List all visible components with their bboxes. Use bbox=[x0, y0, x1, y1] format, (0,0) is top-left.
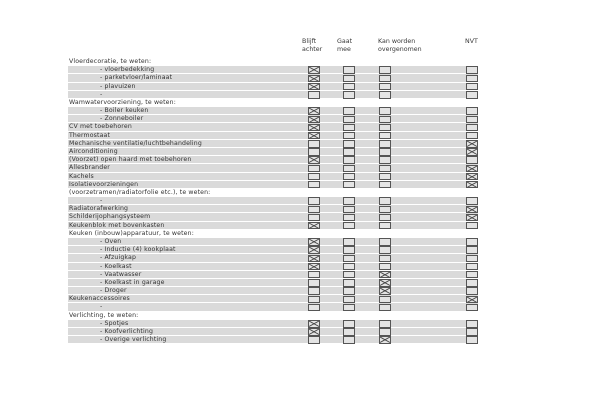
checkbox-blijft-achter[interactable] bbox=[308, 165, 320, 173]
checkbox-kan-worden-overgenomen[interactable] bbox=[379, 124, 391, 132]
checkbox-kan-worden-overgenomen[interactable] bbox=[379, 206, 391, 214]
checkbox-gaat-mee[interactable] bbox=[343, 173, 355, 181]
checkbox-gaat-mee[interactable] bbox=[343, 91, 355, 99]
checkbox-gaat-mee[interactable] bbox=[343, 263, 355, 271]
checkbox-blijft-achter[interactable] bbox=[308, 271, 320, 279]
item-label: Isolatievoorzieningen bbox=[69, 180, 139, 188]
item-label: Mechanische ventilatie/luchtbehandeling bbox=[69, 139, 202, 147]
item-label: - Koofverlichting bbox=[100, 327, 154, 335]
checklist-row bbox=[68, 164, 478, 171]
checkbox-kan-worden-overgenomen[interactable] bbox=[379, 214, 391, 222]
cross-mark-icon bbox=[309, 117, 319, 123]
checkbox-blijft-achter[interactable] bbox=[308, 296, 320, 304]
checklist-row bbox=[68, 148, 478, 155]
checkbox-nvt[interactable] bbox=[466, 156, 478, 164]
checkbox-blijft-achter[interactable] bbox=[308, 197, 320, 205]
cross-mark-icon bbox=[309, 157, 319, 163]
checklist-row bbox=[68, 181, 478, 188]
checkbox-kan-worden-overgenomen[interactable] bbox=[379, 148, 391, 156]
checklist-row bbox=[68, 303, 478, 310]
item-label: - Vaatwasser bbox=[100, 270, 142, 278]
checklist-row bbox=[68, 140, 478, 147]
checkbox-kan-worden-overgenomen[interactable] bbox=[379, 83, 391, 91]
checklist-row bbox=[68, 336, 478, 343]
checkbox-blijft-achter[interactable] bbox=[308, 206, 320, 214]
checklist-row bbox=[68, 213, 478, 220]
checkbox-blijft-achter[interactable] bbox=[308, 336, 320, 344]
item-label: - Droger bbox=[100, 287, 127, 295]
item-label: - bbox=[100, 197, 103, 205]
checkbox-blijft-achter-checked[interactable] bbox=[308, 66, 320, 74]
checkbox-kan-worden-overgenomen-checked[interactable] bbox=[379, 336, 391, 344]
checkbox-gaat-mee[interactable] bbox=[343, 66, 355, 74]
cross-mark-icon bbox=[467, 166, 477, 172]
checkbox-gaat-mee[interactable] bbox=[343, 287, 355, 295]
checkbox-gaat-mee[interactable] bbox=[343, 116, 355, 124]
item-label: - Spotjes bbox=[100, 319, 129, 327]
cross-mark-icon bbox=[467, 149, 477, 155]
section-title: (voorzetramen/radiatorfolie etc.), te weten: bbox=[69, 188, 211, 196]
column-header-kan-worden-overgenomen bbox=[378, 38, 422, 53]
item-label: CV met toebehoren bbox=[69, 123, 132, 131]
checkbox-kan-worden-overgenomen[interactable] bbox=[379, 320, 391, 328]
cross-mark-icon bbox=[309, 76, 319, 82]
checkbox-blijft-achter-checked[interactable] bbox=[308, 132, 320, 140]
checkbox-nvt[interactable] bbox=[466, 336, 478, 344]
cross-mark-icon bbox=[467, 207, 477, 213]
checkbox-nvt[interactable] bbox=[466, 279, 478, 287]
section-header-row bbox=[68, 99, 478, 106]
checkbox-kan-worden-overgenomen-checked[interactable] bbox=[379, 279, 391, 287]
cross-mark-icon bbox=[309, 223, 319, 229]
checklist-row bbox=[68, 287, 478, 294]
checkbox-kan-worden-overgenomen[interactable] bbox=[379, 255, 391, 263]
checklist-row bbox=[68, 83, 478, 90]
checkbox-blijft-achter-checked[interactable] bbox=[308, 263, 320, 271]
checkbox-nvt[interactable] bbox=[466, 132, 478, 140]
checklist-row bbox=[68, 279, 478, 286]
checklist-row bbox=[68, 91, 478, 98]
checklist-row bbox=[68, 173, 478, 180]
item-label: - Inductie (4) kookplaat bbox=[100, 246, 176, 254]
cross-mark-icon bbox=[380, 288, 390, 294]
checkbox-gaat-mee[interactable] bbox=[343, 148, 355, 156]
checkbox-gaat-mee[interactable] bbox=[343, 156, 355, 164]
section-header-row bbox=[68, 230, 478, 237]
checkbox-gaat-mee[interactable] bbox=[343, 246, 355, 254]
checkbox-gaat-mee[interactable] bbox=[343, 165, 355, 173]
section-header-row bbox=[68, 189, 478, 196]
checkbox-kan-worden-overgenomen[interactable] bbox=[379, 91, 391, 99]
checkbox-gaat-mee[interactable] bbox=[343, 75, 355, 83]
checkbox-gaat-mee[interactable] bbox=[343, 279, 355, 287]
checkbox-gaat-mee[interactable] bbox=[343, 336, 355, 344]
checkbox-blijft-achter[interactable] bbox=[308, 214, 320, 222]
checklist-row bbox=[68, 132, 478, 139]
checkbox-kan-worden-overgenomen[interactable] bbox=[379, 246, 391, 254]
checkbox-blijft-achter-checked[interactable] bbox=[308, 116, 320, 124]
section-title: Keuken (inbouw)apparatuur, te weten: bbox=[69, 229, 194, 237]
item-label: - Koelkast bbox=[100, 262, 132, 270]
checklist-row bbox=[68, 246, 478, 253]
checkbox-kan-worden-overgenomen[interactable] bbox=[379, 132, 391, 140]
column-header-blijft-achter bbox=[302, 38, 322, 53]
checkbox-gaat-mee[interactable] bbox=[343, 107, 355, 115]
checkbox-kan-worden-overgenomen-checked[interactable] bbox=[379, 271, 391, 279]
column-header-line: mee bbox=[337, 45, 351, 53]
checkbox-blijft-achter[interactable] bbox=[308, 287, 320, 295]
checkbox-gaat-mee[interactable] bbox=[343, 197, 355, 205]
checklist-row bbox=[68, 205, 478, 212]
item-label: - bbox=[100, 303, 103, 311]
checkbox-gaat-mee[interactable] bbox=[343, 238, 355, 246]
item-label: - Zonneboiler bbox=[100, 115, 144, 123]
checkbox-gaat-mee[interactable] bbox=[343, 140, 355, 148]
checkbox-nvt[interactable] bbox=[466, 83, 478, 91]
checklist-row bbox=[68, 320, 478, 327]
checkbox-nvt[interactable] bbox=[466, 328, 478, 336]
cross-mark-icon bbox=[309, 108, 319, 114]
checkbox-nvt[interactable] bbox=[466, 197, 478, 205]
item-label: Radiatorafwerking bbox=[69, 205, 129, 213]
checkbox-blijft-achter-checked[interactable] bbox=[308, 156, 320, 164]
item-label: Airconditioning bbox=[69, 147, 118, 155]
section-title: Vloerdecoratie, te weten: bbox=[69, 58, 152, 65]
checkbox-nvt-checked[interactable] bbox=[466, 296, 478, 304]
checkbox-nvt[interactable] bbox=[466, 320, 478, 328]
cross-mark-icon bbox=[380, 280, 390, 286]
checkbox-kan-worden-overgenomen[interactable] bbox=[379, 173, 391, 181]
checkbox-nvt-checked[interactable] bbox=[466, 148, 478, 156]
checkbox-gaat-mee[interactable] bbox=[343, 206, 355, 214]
item-label: - Oven bbox=[100, 237, 122, 245]
section-header-row bbox=[68, 312, 478, 319]
checkbox-nvt[interactable] bbox=[466, 271, 478, 279]
cross-mark-icon bbox=[309, 125, 319, 131]
checklist-row bbox=[68, 263, 478, 270]
checkbox-blijft-achter[interactable] bbox=[308, 279, 320, 287]
checkbox-blijft-achter[interactable] bbox=[308, 173, 320, 181]
checklist-row bbox=[68, 156, 478, 163]
checkbox-blijft-achter[interactable] bbox=[308, 148, 320, 156]
item-label: Allesbrander bbox=[69, 164, 110, 172]
cross-mark-icon bbox=[467, 297, 477, 303]
checkbox-kan-worden-overgenomen-checked[interactable] bbox=[379, 287, 391, 295]
checklist-row bbox=[68, 271, 478, 278]
item-label: Keukenblok met bovenkasten bbox=[69, 221, 165, 229]
checkbox-nvt[interactable] bbox=[466, 246, 478, 254]
checkbox-gaat-mee[interactable] bbox=[343, 181, 355, 189]
item-label: - vloerbedekking bbox=[100, 66, 155, 74]
checkbox-gaat-mee[interactable] bbox=[343, 328, 355, 336]
checkbox-blijft-achter-checked[interactable] bbox=[308, 238, 320, 246]
item-label: - parketvloer/laminaat bbox=[100, 74, 173, 82]
checkbox-gaat-mee[interactable] bbox=[343, 255, 355, 263]
checkbox-kan-worden-overgenomen[interactable] bbox=[379, 263, 391, 271]
cross-mark-icon bbox=[309, 239, 319, 245]
column-header-line: NVT bbox=[465, 38, 478, 45]
item-label: - Afzuigkap bbox=[100, 254, 137, 262]
checkbox-blijft-achter-checked[interactable] bbox=[308, 75, 320, 83]
section-title: Verlichting, te weten: bbox=[69, 311, 139, 319]
checkbox-gaat-mee[interactable] bbox=[343, 124, 355, 132]
cross-mark-icon bbox=[309, 329, 319, 335]
checkbox-gaat-mee[interactable] bbox=[343, 83, 355, 91]
checklist-row bbox=[68, 238, 478, 245]
cross-mark-icon bbox=[467, 182, 477, 188]
checklist-row bbox=[68, 66, 478, 73]
section-header-row bbox=[68, 58, 478, 65]
checkbox-nvt[interactable] bbox=[466, 222, 478, 230]
cross-mark-icon bbox=[309, 247, 319, 253]
checkbox-kan-worden-overgenomen[interactable] bbox=[379, 197, 391, 205]
checkbox-nvt[interactable] bbox=[466, 287, 478, 295]
checkbox-blijft-achter[interactable] bbox=[308, 140, 320, 148]
checkbox-blijft-achter[interactable] bbox=[308, 304, 320, 312]
checkbox-nvt[interactable] bbox=[466, 263, 478, 271]
item-label: Kachels bbox=[69, 172, 94, 180]
checkbox-blijft-achter-checked[interactable] bbox=[308, 124, 320, 132]
column-header-nvt bbox=[465, 38, 478, 46]
checkbox-blijft-achter-checked[interactable] bbox=[308, 320, 320, 328]
checkbox-blijft-achter-checked[interactable] bbox=[308, 328, 320, 336]
checkbox-kan-worden-overgenomen[interactable] bbox=[379, 66, 391, 74]
checkbox-gaat-mee[interactable] bbox=[343, 304, 355, 312]
cross-mark-icon bbox=[309, 133, 319, 139]
checkbox-kan-worden-overgenomen[interactable] bbox=[379, 107, 391, 115]
checkbox-nvt[interactable] bbox=[466, 124, 478, 132]
checkbox-gaat-mee[interactable] bbox=[343, 132, 355, 140]
checkbox-gaat-mee[interactable] bbox=[343, 320, 355, 328]
checkbox-blijft-achter-checked[interactable] bbox=[308, 222, 320, 230]
checkbox-nvt-checked[interactable] bbox=[466, 206, 478, 214]
checkbox-kan-worden-overgenomen[interactable] bbox=[379, 238, 391, 246]
checkbox-blijft-achter-checked[interactable] bbox=[308, 83, 320, 91]
item-label: Keukenaccessoires bbox=[69, 295, 130, 303]
checklist-row bbox=[68, 222, 478, 229]
checkbox-kan-worden-overgenomen[interactable] bbox=[379, 140, 391, 148]
cross-mark-icon bbox=[309, 67, 319, 73]
checkbox-kan-worden-overgenomen[interactable] bbox=[379, 181, 391, 189]
item-label: - Overige verlichting bbox=[100, 336, 167, 344]
cross-mark-icon bbox=[380, 337, 390, 343]
checkbox-kan-worden-overgenomen[interactable] bbox=[379, 304, 391, 312]
cross-mark-icon bbox=[467, 215, 477, 221]
checkbox-nvt[interactable] bbox=[466, 255, 478, 263]
cross-mark-icon bbox=[380, 272, 390, 278]
checkbox-blijft-achter[interactable] bbox=[308, 181, 320, 189]
item-label: Schilderijophangsysteem bbox=[69, 213, 151, 221]
checklist-row bbox=[68, 254, 478, 261]
checkbox-kan-worden-overgenomen[interactable] bbox=[379, 116, 391, 124]
checkbox-kan-worden-overgenomen[interactable] bbox=[379, 296, 391, 304]
checkbox-nvt[interactable] bbox=[466, 75, 478, 83]
checkbox-kan-worden-overgenomen[interactable] bbox=[379, 165, 391, 173]
column-header-line: overgenomen bbox=[378, 45, 422, 53]
cross-mark-icon bbox=[309, 256, 319, 262]
item-label: - Boiler keuken bbox=[100, 107, 149, 115]
checkbox-nvt[interactable] bbox=[466, 107, 478, 115]
checkbox-nvt[interactable] bbox=[466, 116, 478, 124]
checkbox-nvt-checked[interactable] bbox=[466, 214, 478, 222]
checklist-row bbox=[68, 295, 478, 302]
checkbox-gaat-mee[interactable] bbox=[343, 222, 355, 230]
item-label: Thermostaat bbox=[69, 131, 111, 139]
checkbox-kan-worden-overgenomen[interactable] bbox=[379, 75, 391, 83]
checkbox-blijft-achter-checked[interactable] bbox=[308, 107, 320, 115]
checklist-row bbox=[68, 74, 478, 81]
item-label: - bbox=[100, 90, 103, 98]
checkbox-nvt-checked[interactable] bbox=[466, 165, 478, 173]
checkbox-nvt[interactable] bbox=[466, 91, 478, 99]
checkbox-nvt[interactable] bbox=[466, 304, 478, 312]
checkbox-blijft-achter-checked[interactable] bbox=[308, 255, 320, 263]
column-header-gaat-mee bbox=[337, 38, 352, 53]
item-label: (Voorzet) open haard met toebehoren bbox=[69, 156, 192, 164]
checkbox-gaat-mee[interactable] bbox=[343, 271, 355, 279]
checklist-row bbox=[68, 328, 478, 335]
cross-mark-icon bbox=[309, 84, 319, 90]
checkbox-blijft-achter-checked[interactable] bbox=[308, 246, 320, 254]
checkbox-nvt-checked[interactable] bbox=[466, 181, 478, 189]
checklist-row bbox=[68, 197, 478, 204]
item-label: - Koelkast in garage bbox=[100, 278, 165, 286]
checkbox-kan-worden-overgenomen[interactable] bbox=[379, 156, 391, 164]
column-header-line: Gaat bbox=[337, 38, 353, 45]
column-header-line: Blijft bbox=[302, 38, 317, 45]
column-header-line: achter bbox=[302, 45, 323, 53]
checklist-row bbox=[68, 107, 478, 114]
cross-mark-icon bbox=[467, 141, 477, 147]
cross-mark-icon bbox=[467, 174, 477, 180]
column-header-line: Kan worden bbox=[378, 38, 416, 45]
checklist-row bbox=[68, 123, 478, 130]
checkbox-gaat-mee[interactable] bbox=[343, 214, 355, 222]
item-label: - plavuizen bbox=[100, 82, 136, 90]
checkbox-nvt[interactable] bbox=[466, 66, 478, 74]
checkbox-blijft-achter[interactable] bbox=[308, 91, 320, 99]
checkbox-nvt[interactable] bbox=[466, 238, 478, 246]
cross-mark-icon bbox=[309, 264, 319, 270]
checkbox-kan-worden-overgenomen[interactable] bbox=[379, 328, 391, 336]
cross-mark-icon bbox=[309, 321, 319, 327]
checklist-row bbox=[68, 115, 478, 122]
checkbox-nvt-checked[interactable] bbox=[466, 173, 478, 181]
checkbox-nvt-checked[interactable] bbox=[466, 140, 478, 148]
checkbox-kan-worden-overgenomen[interactable] bbox=[379, 222, 391, 230]
checkbox-gaat-mee[interactable] bbox=[343, 296, 355, 304]
section-title: Wamwatervoorziening, te weten: bbox=[69, 98, 176, 106]
